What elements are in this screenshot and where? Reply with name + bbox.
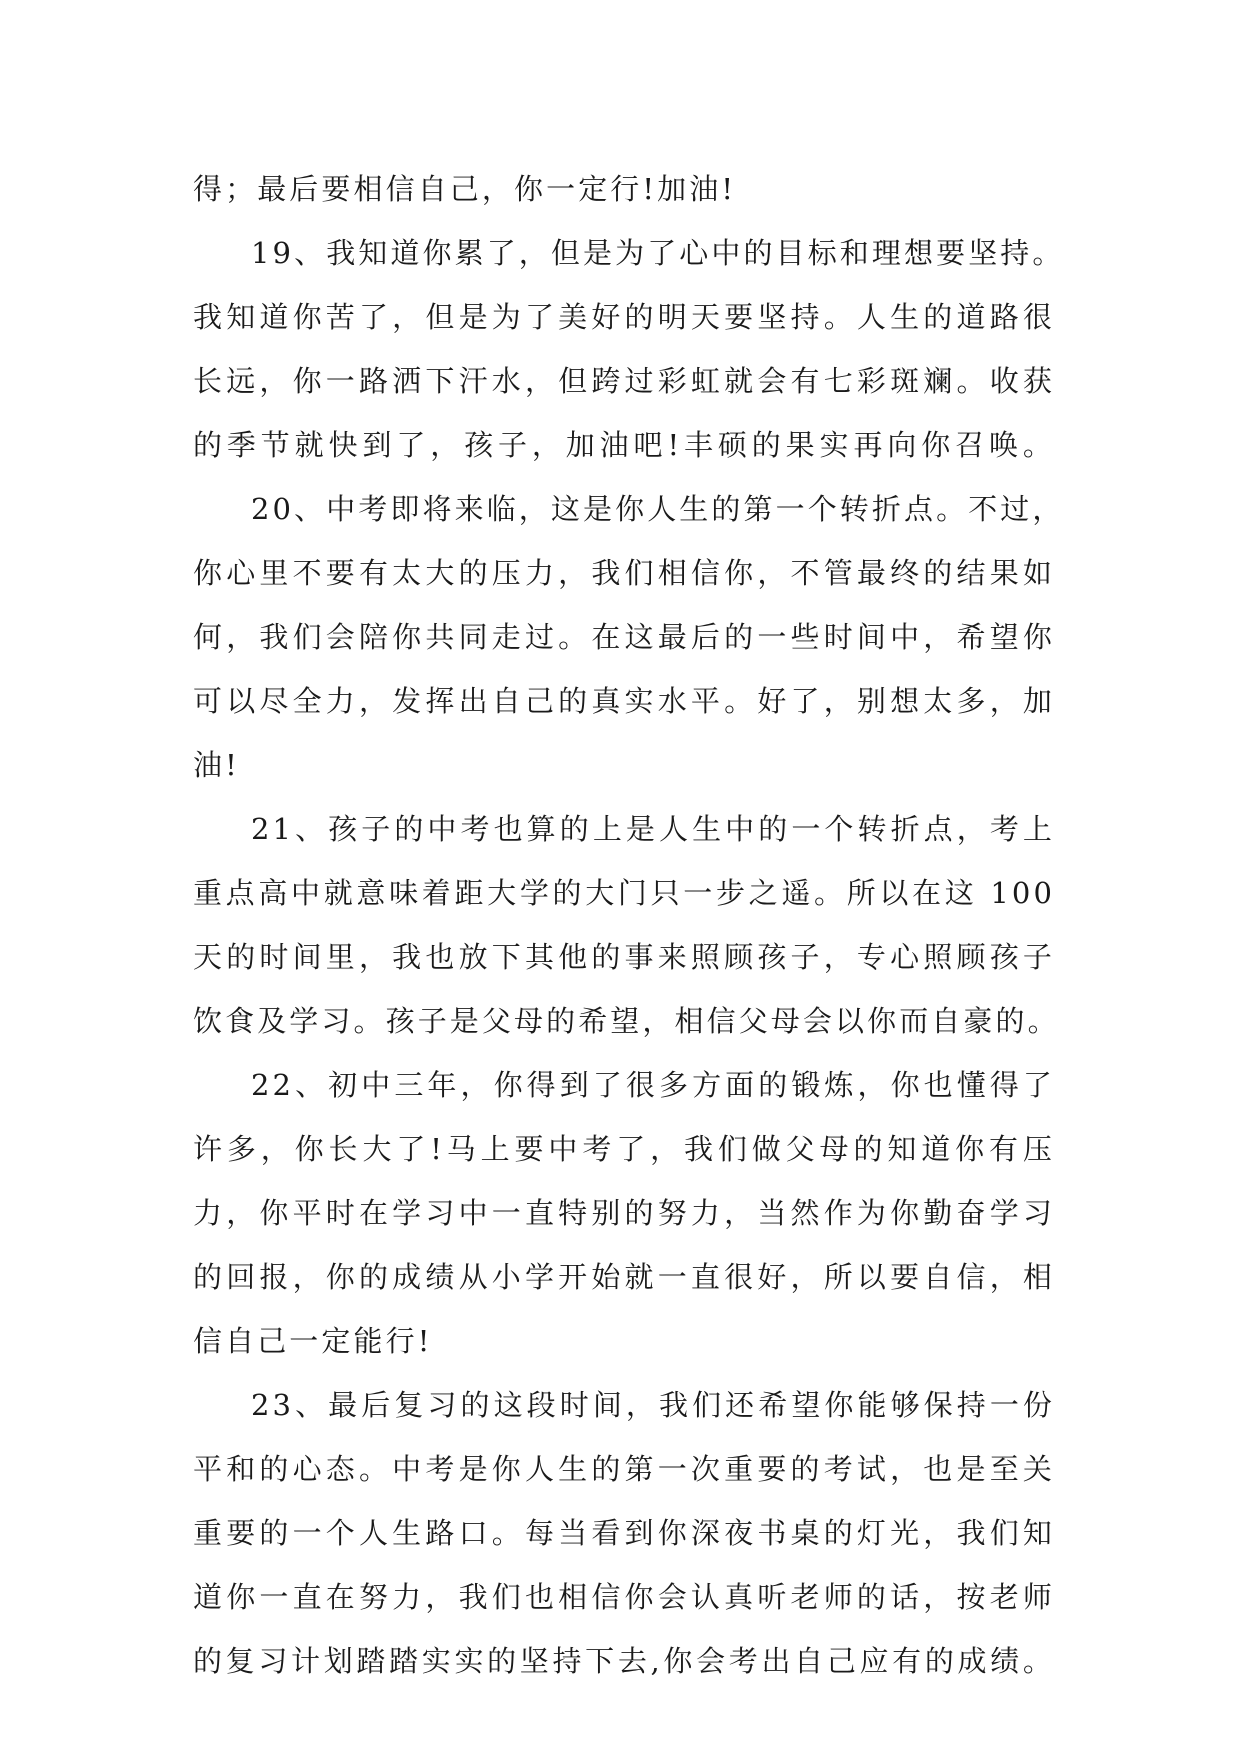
text-line: 20、中考即将来临，这是你人生的第一个转折点。不过， xyxy=(251,492,1065,526)
text-line: 23、最后复习的这段时间，我们还希望你能够保持一份 xyxy=(251,1388,1055,1422)
text-line: 我知道你苦了，但是为了美好的明天要坚持。人生的道路很 xyxy=(193,300,1055,334)
text-line: 的复习计划踏踏实实的坚持下去,你会考出自己应有的成绩。 xyxy=(193,1644,1055,1678)
text-line: 重点高中就意味着距大学的大门只一步之遥。所以在这 100 xyxy=(193,876,1055,910)
text-line: 天的时间里，我也放下其他的事来照顾孩子，专心照顾孩子 xyxy=(193,940,1055,974)
text-line: 的季节就快到了，孩子，加油吧!丰硕的果实再向你召唤。 xyxy=(193,428,1055,462)
text-line: 22、初中三年，你得到了很多方面的锻炼，你也懂得了 xyxy=(251,1068,1055,1102)
text-line: 信自己一定能行! xyxy=(193,1324,433,1358)
text-line: 力，你平时在学习中一直特别的努力，当然作为你勤奋学习 xyxy=(193,1196,1055,1230)
text-line: 21、孩子的中考也算的上是人生中的一个转折点，考上 xyxy=(251,812,1055,846)
text-line: 平和的心态。中考是你人生的第一次重要的考试，也是至关 xyxy=(193,1452,1055,1486)
text-line: 可以尽全力，发挥出自己的真实水平。好了，别想太多，加 xyxy=(193,684,1055,718)
text-line: 许多，你长大了!马上要中考了，我们做父母的知道你有压 xyxy=(193,1132,1055,1166)
text-line: 何，我们会陪你共同走过。在这最后的一些时间中，希望你 xyxy=(193,620,1055,654)
text-line: 得；最后要相信自己，你一定行!加油! xyxy=(193,172,737,206)
text-line: 重要的一个人生路口。每当看到你深夜书桌的灯光，我们知 xyxy=(193,1516,1055,1550)
text-line: 19、我知道你累了，但是为了心中的目标和理想要坚持。 xyxy=(251,236,1065,270)
document-body xyxy=(193,157,1065,1693)
text-line: 饮食及学习。孩子是父母的希望，相信父母会以你而自豪的。 xyxy=(193,1004,1060,1038)
text-line: 油! xyxy=(193,748,240,782)
text-line: 长远，你一路洒下汗水，但跨过彩虹就会有七彩斑斓。收获 xyxy=(193,364,1055,398)
text-line: 的回报，你的成绩从小学开始就一直很好，所以要自信，相 xyxy=(193,1260,1055,1294)
text-line: 道你一直在努力，我们也相信你会认真听老师的话，按老师 xyxy=(193,1580,1055,1614)
text-line: 你心里不要有太大的压力，我们相信你，不管最终的结果如 xyxy=(193,556,1055,590)
